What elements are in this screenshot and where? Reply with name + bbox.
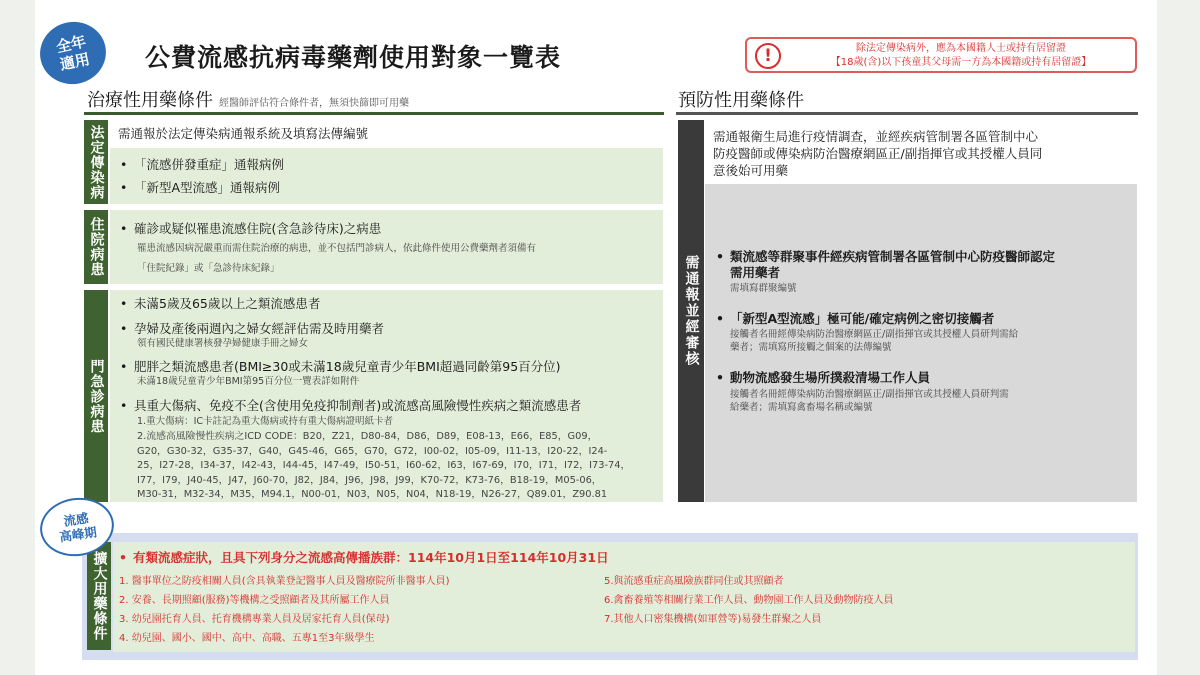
left-margin: [0, 0, 35, 675]
list-item: 6.禽畜養殖等相關行業工作人員、動物園工作人員及動物防疫人員: [604, 595, 894, 606]
divider: [676, 112, 1138, 115]
list-item: • 孕婦及產後兩週內之婦女經評估需及時用藥者: [134, 321, 384, 337]
item-note: 罹患流感因病況嚴重而需住院治療的病患，並不包括門診病人，依此條件使用公費藥劑者須備有: [137, 243, 537, 254]
warning-line: 【18歲(含)以下孩童其父母需一方為本國籍或持有居留證】: [830, 57, 1092, 68]
prevention-side-label: 需通報並經審核: [678, 120, 704, 502]
item-note: [730, 328, 1018, 354]
icd-line: G20，G30-32，G35-37，G40，G45-46，G65，G70，G72，I00-02，I05-09，I11-13，I20-22，I24-: [137, 445, 608, 457]
note-line: 藥者；需填寫所接觸之個案的法傳編號: [730, 342, 892, 353]
expanded-headline: [119, 550, 609, 566]
item-note: 未滿18歲兒童青少年BMI第95百分位一覽表詳如附件: [137, 376, 360, 387]
divider: [84, 112, 664, 115]
badge-line: 全年: [54, 32, 88, 57]
item-line: • 類流感等群聚事件經疾病管制署各區管制中心防疫醫師認定: [730, 249, 1056, 264]
badge-line: 流感: [62, 510, 90, 529]
list-item: 3. 幼兒園托育人員、托育機構專業人員及居家托育人員(保母): [119, 614, 390, 625]
section-label-outpatient: 門急診病患: [84, 290, 108, 502]
icd-line: 25，I27-28，I34-37，I42-43，I44-45，I47-49，I50-51，I60-62，I63，I67-69，I70，I71，I72，I73-74，: [137, 460, 631, 471]
item-line: 需用藥者: [730, 265, 781, 280]
list-item: • 「流感併發重症」通報病例: [134, 157, 284, 173]
section-intro: 需通報於法定傳染病通報系統及填寫法傳編號: [118, 126, 369, 141]
list-item: • 動物流感發生場所撲殺清場工作人員: [730, 370, 930, 386]
icd-line: 2.流感高風險慢性疾病之ICD CODE：B20，Z21，D80-84，D86，D89，E08-13，E66，E85，G09，: [137, 431, 598, 442]
list-item: • 「新型A型流感」極可能/確定病例之密切接觸者: [730, 311, 994, 327]
icd-line: I77，I79，J40-45，J47，J60-70，J82，J84，J96，J98，J99，K70-72，K73-76，B18-19，M05-06，: [137, 474, 602, 486]
item-note: 1.重大傷病：IC卡註記為重大傷病或持有重大傷病證明紙卡者: [137, 416, 393, 427]
badge-line: 適用: [58, 49, 92, 74]
icd-code-list: [137, 430, 630, 503]
list-item: • 具重大傷病、免疫不全(含使用免疫抑制劑者)或流感高風險慢性疾病之類流感患者: [134, 398, 581, 414]
list-item: • 未滿5歲及65歲以上之類流感患者: [134, 296, 320, 312]
intro-line: 需通報衛生局進行疫情調查，並經疾病管制署各區管制中心: [713, 129, 1039, 144]
bullet: •: [119, 550, 127, 565]
list-item: • 確診或疑似罹患流感住院(含急診待床)之病患: [134, 221, 381, 237]
warning-box: [745, 37, 1137, 73]
item-note: [730, 388, 1009, 414]
section-label-expanded: 擴大用藥條件: [87, 542, 111, 650]
list-item: 4. 幼兒園、國小、國中、高中、高職、五專1至3年級學生: [119, 633, 375, 644]
note-line: 接觸者名冊經傳染病防治醫療網區正/副指揮官或其授權人員研判需: [730, 389, 1009, 400]
expanded-left-list: [119, 572, 450, 648]
list-item: • 肥胖之類流感患者(BMI≥30或未滿18歲兒童青少年BMI超過同齡第95百分位): [134, 359, 561, 375]
note-line: 接觸者名冊經傳染病防治醫療網區正/副指揮官或其授權人員研判需給: [730, 329, 1019, 340]
expanded-headline-text: 有類流感症狀，且具下列身分之流感高傳播族群：114年10月1日至114年10月31日: [133, 550, 609, 565]
treatment-heading: [87, 86, 409, 112]
section-label-notifiable: 法定傳染病: [84, 120, 108, 204]
badge-line: 高峰期: [58, 524, 98, 545]
intro-line: 防疫醫師或傳染病防治醫療網區正/副指揮官或其授權人員同: [713, 146, 1043, 161]
list-item: [730, 249, 1055, 281]
icd-line: M30-31，M32-34，M35，M94.1，N00-01，N03，N05，N04，N18-19，N26-27，Q89.01，Z90.81: [137, 489, 608, 500]
list-item: 2. 安養、長期照顧(服務)等機構之受照顧者及其所屬工作人員: [119, 595, 390, 606]
section-label-inpatient: 住院病患: [84, 210, 108, 284]
exclamation-icon: !: [755, 43, 781, 69]
list-item: 1. 醫事單位之防疫相關人員(含具執業登記醫事人員及醫療院所非醫事人員): [119, 576, 450, 587]
list-item: 7.其他人口密集機構(如軍營等)易發生群聚之人員: [604, 614, 822, 625]
treatment-heading-text: 治療性用藥條件: [87, 90, 213, 111]
intro-line: 意後始可用藥: [713, 163, 789, 178]
item-note: 需填寫群聚編號: [730, 283, 797, 294]
prevention-heading: 預防性用藥條件: [678, 90, 804, 111]
note-line: 給藥者；需填寫禽畜場名稱或編號: [730, 402, 873, 413]
right-margin: [1157, 0, 1200, 675]
page-title: 公費流感抗病毒藥劑使用對象一覽表: [145, 43, 562, 72]
prevention-intro: [713, 128, 1042, 179]
treatment-heading-note: 經醫師評估符合條件者，無須快篩即可用藥: [219, 98, 409, 109]
item-note: 「住院紀錄」或「急診待床紀錄」: [137, 263, 280, 274]
expanded-right-list: [604, 572, 894, 629]
item-note: 領有國民健康署核發孕婦健康手冊之婦女: [137, 338, 309, 349]
list-item: • 「新型A型流感」通報病例: [134, 180, 280, 196]
list-item: 5.與流感重症高風險族群同住或其照顧者: [604, 576, 784, 587]
warning-line: 除法定傳染病外，應為本國籍人士或持有居留證: [856, 43, 1066, 54]
